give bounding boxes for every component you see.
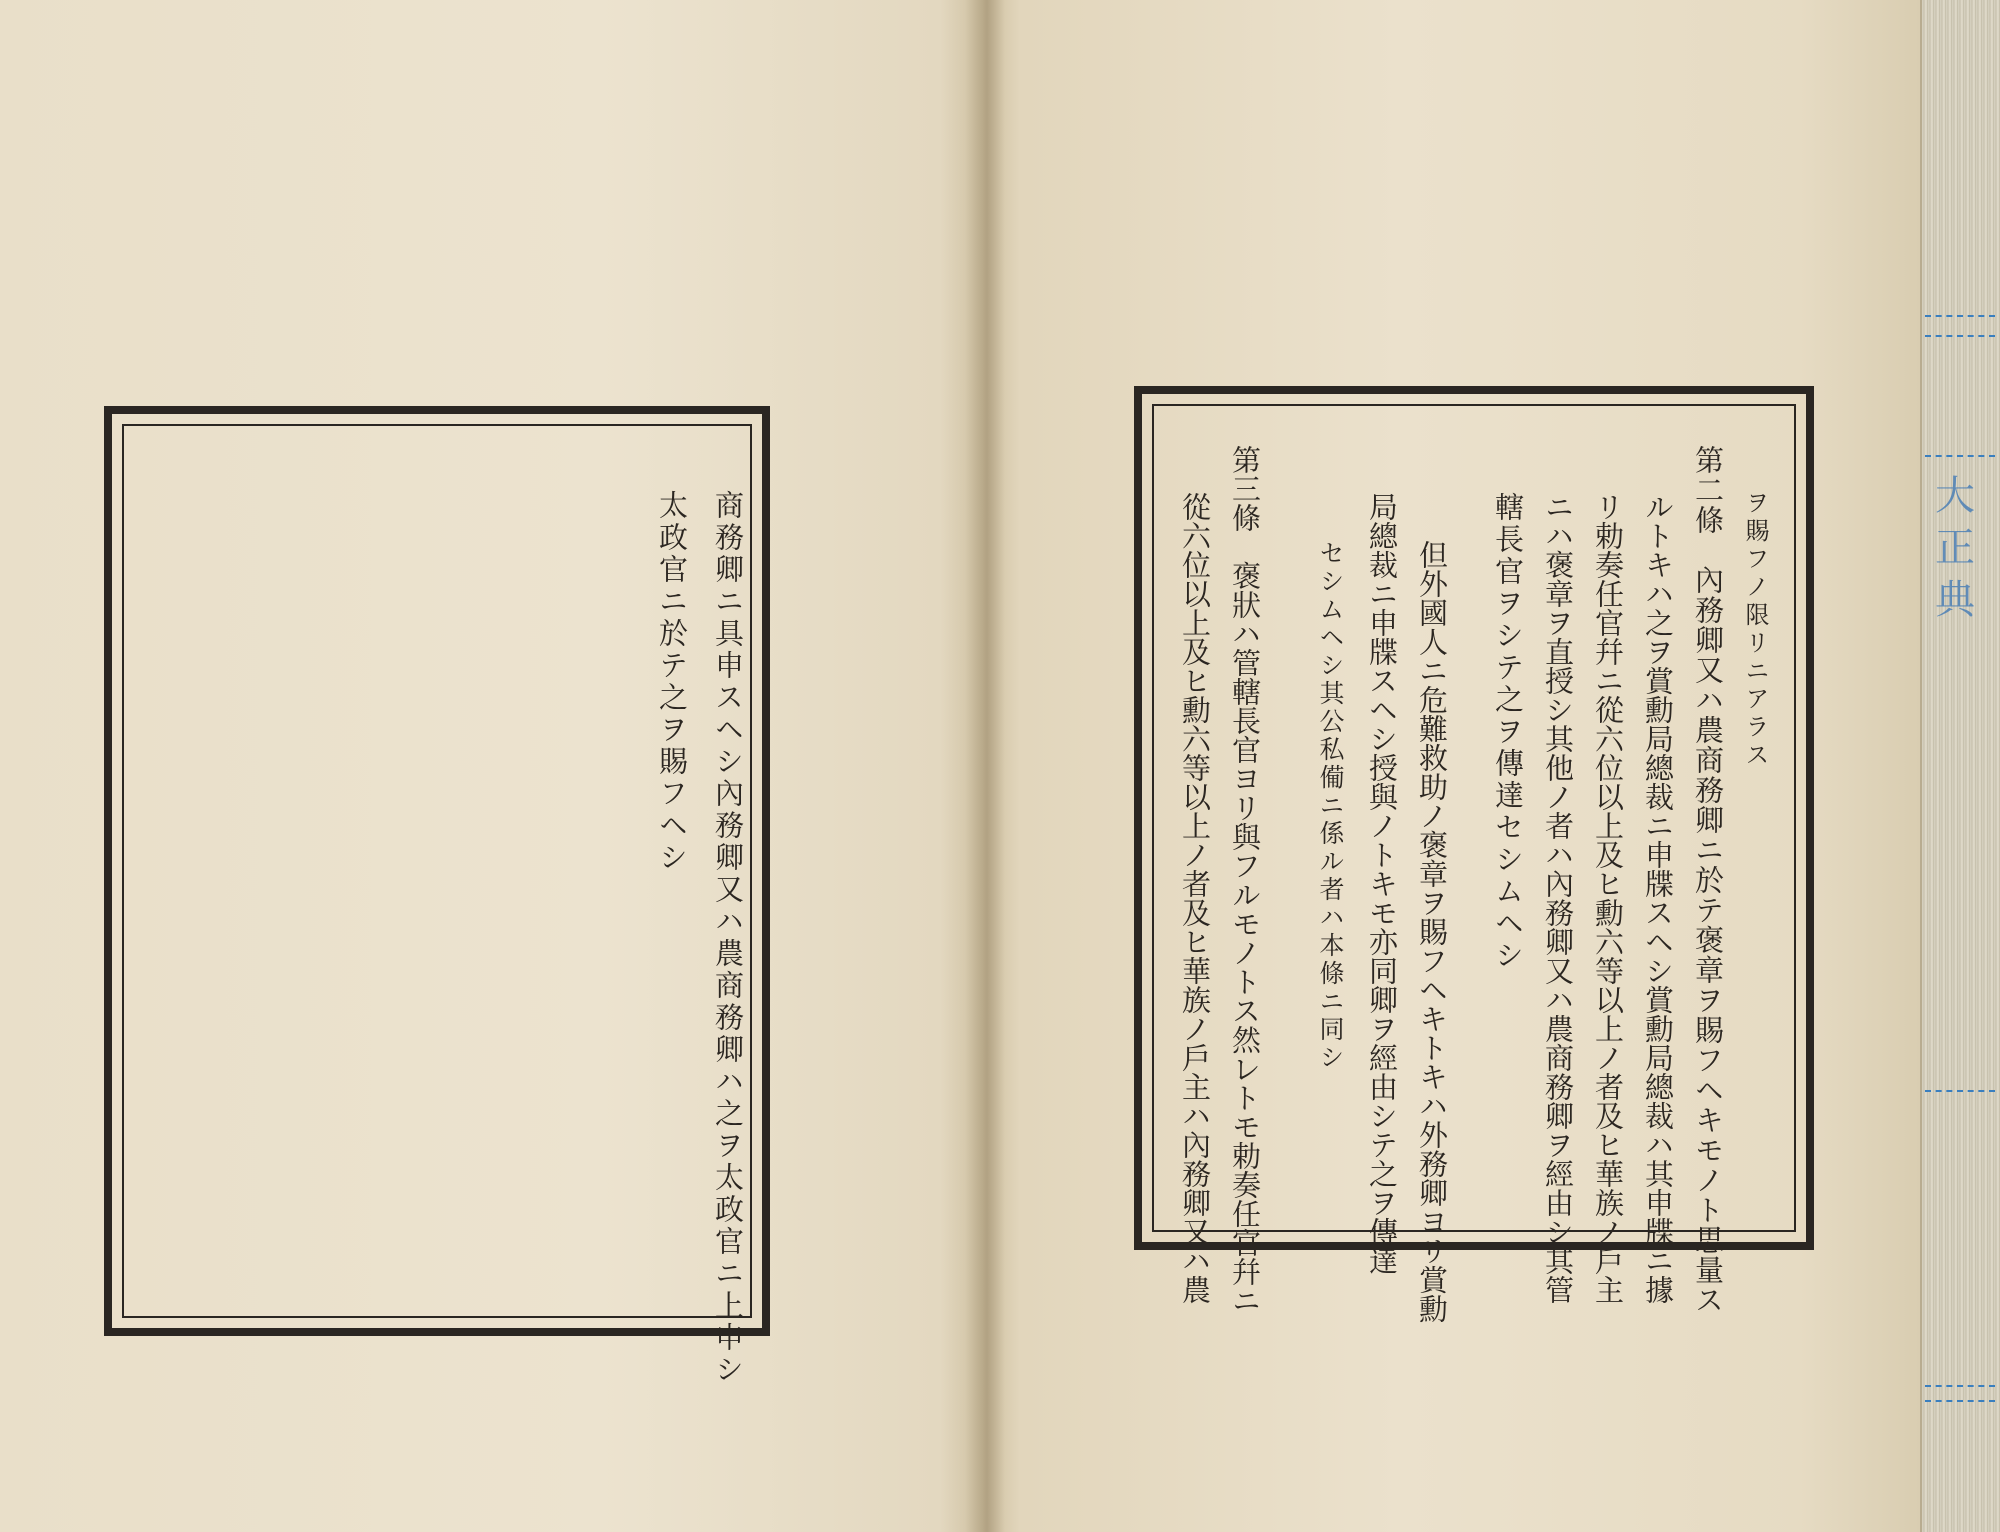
- right-line-3: ルトキハ之ヲ賞勳局總裁ニ申牒スヘシ賞勳局總裁ハ其申牒ニ據: [1641, 492, 1675, 1304]
- edge-stamp-mark: [1925, 1400, 1995, 1408]
- edge-stamp-mark: [1925, 455, 1995, 463]
- right-line-11: 從六位以上及ヒ勳六等以上ノ者及ヒ華族ノ戶主ハ內務卿又ハ農: [1178, 492, 1212, 1304]
- right-line-1: ヲ賜フノ限リニアラス: [1741, 490, 1769, 770]
- edge-stamp-mark: [1925, 1090, 1995, 1098]
- edge-stamp-glyphs: [1935, 470, 1995, 626]
- book-page-edges: [1920, 0, 2000, 1532]
- edge-stamp-mark: [1925, 1385, 1995, 1393]
- right-line-5: ニハ褒章ヲ直授シ其他ノ者ハ內務卿又ハ農商務卿ヲ經由シ其管: [1541, 492, 1575, 1304]
- right-line-4: リ勅奏任官幷ニ從六位以上及ヒ勳六等以上ノ者及ヒ華族ノ戶主: [1591, 492, 1625, 1304]
- left-line-2: 太政官ニ於テ之ヲ賜フヘシ: [655, 490, 689, 874]
- right-line-9: セシムヘシ其公私僃ニ係ル者ハ本條ニ同シ: [1316, 540, 1345, 1072]
- edge-stamp-mark: [1925, 315, 1995, 323]
- left-page: [0, 0, 985, 1532]
- right-line-8: 局總裁ニ申牒スヘシ授與ノトキモ亦同卿ヲ經由シテ之ヲ傳達: [1365, 492, 1399, 1275]
- edge-glyph: 典: [1935, 577, 1975, 623]
- right-line-6: 轄長官ヲシテ之ヲ傳達セシムヘシ: [1491, 492, 1525, 972]
- right-line-10: 第三條 褒狀ハ管轄長官ヨリ與フルモノトス然レトモ勅奏任官幷ニ: [1228, 445, 1262, 1315]
- right-line-2: 第二條 內務卿又ハ農商務卿ニ於テ褒章ヲ賜フヘキモノト思量ス: [1691, 445, 1725, 1315]
- edge-stamp-mark: [1925, 335, 1995, 343]
- edge-glyph: 大: [1935, 473, 1975, 519]
- left-line-1: 商務卿ニ具申スヘシ內務卿又ハ農商務卿ハ之ヲ太政官ニ上申シ: [711, 490, 745, 1386]
- right-line-7: 但外國人ニ危難救助ノ褒章ヲ賜フヘキトキハ外務卿ヨリ賞勳: [1415, 540, 1449, 1323]
- edge-glyph: 正: [1935, 525, 1975, 571]
